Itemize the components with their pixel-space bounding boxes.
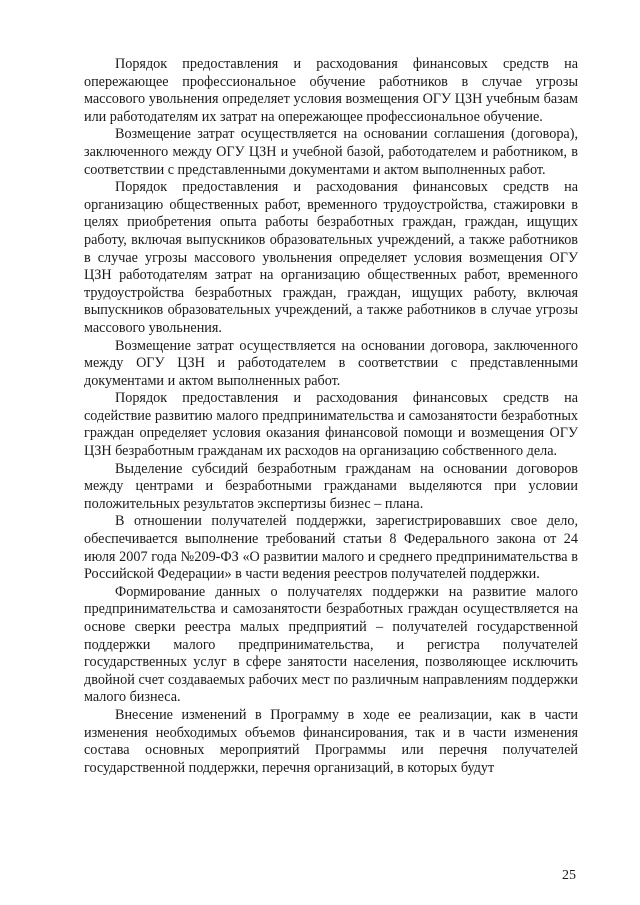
paragraph-4: Возмещение затрат осуществляется на основании договора, заключенного между ОГУ ЦЗН и работодателем в соответствии с представленными документами и актом выполненных работ.	[84, 337, 578, 389]
paragraph-6: Выделение субсидий безработным гражданам на основании договоров между центрами и безработными гражданами выделяются при условии положительных результатов экспертизы бизнес – плана.	[84, 460, 578, 512]
paragraph-8: Формирование данных о получателях поддержки на развитие малого предпринимательства и самозанятости безработных граждан осуществляется на основе сверки реестра малых предприятий – получателей государственной поддержки малого предпринимательства, и регистра получателей государственных услуг в сфере занятости населения, позволяющее исключить двойной счет создаваемых рабочих мест по различным направлениям поддержки малого бизнеса.	[84, 583, 578, 706]
paragraph-7: В отношении получателей поддержки, зарегистрировавших свое дело, обеспечивается выполнение требований статьи 8 Федерального закона от 24 июля 2007 года №209-ФЗ «О развитии малого и среднего предпринимательства в Российской Федерации» в части ведения реестров получателей поддержки.	[84, 513, 578, 583]
paragraph-1: Порядок предоставления и расходования финансовых средств на опережающее профессиональное обучение работников в случае угрозы массового увольнения определяет условия возмещения ОГУ ЦЗН учебным базам или работодателям их затрат на опережающее профессиональное обучение.	[84, 56, 578, 125]
paragraph-2: Возмещение затрат осуществляется на основании соглашения (договора), заключенного между ОГУ ЦЗН и учебной базой, работодателем и работником, в соответствии с представленными документами и актом выполненных работ.	[84, 126, 578, 178]
paragraph-9: Внесение изменений в Программу в ходе ее реализации, как в части изменения необходимых объемов финансирования, так и в части изменения состава основных мероприятий Программы или перечня получателей государственной поддержки, перечня организаций, в которых будут	[84, 706, 578, 776]
paragraph-3: Порядок предоставления и расходования финансовых средств на организацию общественных работ, временного трудоустройства, стажировки в целях приобретения опыта работы безработных граждан, граждан, ищущих работу, включая выпускников образовательных учреждений, а также работников в случае угрозы массового увольнения определяет условия возмещения ОГУ ЦЗН работодателям затрат на организацию общественных работ, временного трудоустройства безработных граждан, граждан, ищущих работу, включая выпускников образовательных учреждений, а также работников в случае угрозы массового увольнения.	[84, 179, 578, 336]
paragraph-5: Порядок предоставления и расходования финансовых средств на содействие развитию малого предпринимательства и самозанятости безработных граждан определяет условия оказания финансовой помощи и возмещения ОГУ ЦЗН безработным гражданам их расходов на организацию собственного дела.	[84, 390, 578, 460]
body-text	[84, 56, 578, 777]
page-number: 25	[562, 868, 576, 883]
